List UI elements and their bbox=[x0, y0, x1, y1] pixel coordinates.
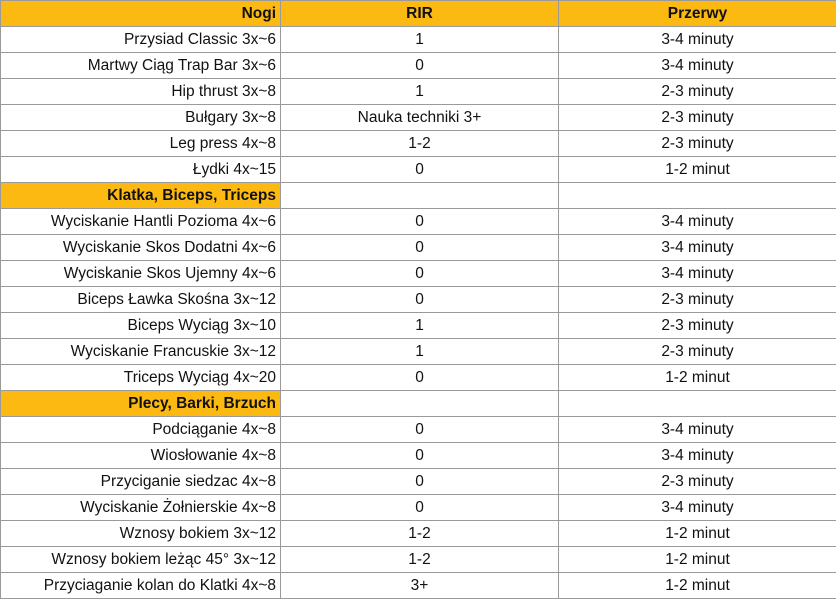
exercise-cell: Przysiad Classic 3x~6 bbox=[1, 27, 281, 53]
section-empty-cell bbox=[281, 391, 559, 417]
rest-cell: 3-4 minuty bbox=[559, 27, 836, 53]
rest-cell: 2-3 minuty bbox=[559, 313, 836, 339]
exercise-cell: Bułgary 3x~8 bbox=[1, 105, 281, 131]
table-row bbox=[1, 469, 836, 495]
rest-cell: 2-3 minuty bbox=[559, 105, 836, 131]
rir-cell: 0 bbox=[281, 495, 559, 521]
exercise-cell: Łydki 4x~15 bbox=[1, 157, 281, 183]
rest-cell: 1-2 minut bbox=[559, 547, 836, 573]
rest-cell: 1-2 minut bbox=[559, 521, 836, 547]
table-row bbox=[1, 287, 836, 313]
table-row bbox=[1, 235, 836, 261]
rir-cell: 0 bbox=[281, 157, 559, 183]
header-rest: Przerwy bbox=[559, 1, 836, 27]
exercise-cell: Hip thrust 3x~8 bbox=[1, 79, 281, 105]
exercise-cell: Wznosy bokiem leżąc 45° 3x~12 bbox=[1, 547, 281, 573]
rir-cell: 0 bbox=[281, 443, 559, 469]
rest-cell: 3-4 minuty bbox=[559, 209, 836, 235]
table-row bbox=[1, 105, 836, 131]
table-row bbox=[1, 209, 836, 235]
header-rir: RIR bbox=[281, 1, 559, 27]
rir-cell: 0 bbox=[281, 469, 559, 495]
table-row bbox=[1, 495, 836, 521]
section-title: Plecy, Barki, Brzuch bbox=[1, 391, 281, 417]
exercise-cell: Triceps Wyciąg 4x~20 bbox=[1, 365, 281, 391]
section-empty-cell bbox=[559, 183, 836, 209]
table-row bbox=[1, 131, 836, 157]
exercise-cell: Wyciskanie Francuskie 3x~12 bbox=[1, 339, 281, 365]
table-row bbox=[1, 547, 836, 573]
exercise-cell: Wyciskanie Skos Ujemny 4x~6 bbox=[1, 261, 281, 287]
rir-cell: 0 bbox=[281, 209, 559, 235]
table-row bbox=[1, 79, 836, 105]
section-header-row bbox=[1, 391, 836, 417]
section-title: Klatka, Biceps, Triceps bbox=[1, 183, 281, 209]
exercise-cell: Martwy Ciąg Trap Bar 3x~6 bbox=[1, 53, 281, 79]
table-row bbox=[1, 339, 836, 365]
rir-cell: 3+ bbox=[281, 573, 559, 599]
rir-cell: 1-2 bbox=[281, 547, 559, 573]
rir-cell: 1-2 bbox=[281, 521, 559, 547]
section-header-row bbox=[1, 183, 836, 209]
table-row bbox=[1, 417, 836, 443]
exercise-cell: Wyciskanie Skos Dodatni 4x~6 bbox=[1, 235, 281, 261]
rest-cell: 3-4 minuty bbox=[559, 443, 836, 469]
rir-cell: 1 bbox=[281, 27, 559, 53]
rest-cell: 2-3 minuty bbox=[559, 131, 836, 157]
exercise-cell: Wyciskanie Hantli Pozioma 4x~6 bbox=[1, 209, 281, 235]
exercise-cell: Biceps Ławka Skośna 3x~12 bbox=[1, 287, 281, 313]
table-row bbox=[1, 365, 836, 391]
rir-cell: 0 bbox=[281, 235, 559, 261]
rir-cell: 1 bbox=[281, 339, 559, 365]
exercise-cell: Wiosłowanie 4x~8 bbox=[1, 443, 281, 469]
rest-cell: 2-3 minuty bbox=[559, 79, 836, 105]
header-row bbox=[1, 1, 836, 27]
exercise-cell: Wznosy bokiem 3x~12 bbox=[1, 521, 281, 547]
rir-cell: 1 bbox=[281, 313, 559, 339]
exercise-cell: Przyciaganie kolan do Klatki 4x~8 bbox=[1, 573, 281, 599]
exercise-cell: Biceps Wyciąg 3x~10 bbox=[1, 313, 281, 339]
table-row bbox=[1, 157, 836, 183]
rest-cell: 3-4 minuty bbox=[559, 261, 836, 287]
table-row bbox=[1, 27, 836, 53]
table-row bbox=[1, 261, 836, 287]
exercise-cell: Podciąganie 4x~8 bbox=[1, 417, 281, 443]
section-empty-cell bbox=[281, 183, 559, 209]
table-row bbox=[1, 313, 836, 339]
exercise-cell: Przyciganie siedzac 4x~8 bbox=[1, 469, 281, 495]
rest-cell: 2-3 minuty bbox=[559, 469, 836, 495]
rest-cell: 3-4 minuty bbox=[559, 53, 836, 79]
rest-cell: 2-3 minuty bbox=[559, 339, 836, 365]
table-row bbox=[1, 443, 836, 469]
rest-cell: 3-4 minuty bbox=[559, 235, 836, 261]
table-row bbox=[1, 573, 836, 599]
table-row bbox=[1, 53, 836, 79]
rest-cell: 1-2 minut bbox=[559, 365, 836, 391]
exercise-cell: Wyciskanie Żołnierskie 4x~8 bbox=[1, 495, 281, 521]
rest-cell: 3-4 minuty bbox=[559, 495, 836, 521]
rest-cell: 1-2 minut bbox=[559, 573, 836, 599]
rest-cell: 2-3 minuty bbox=[559, 287, 836, 313]
rest-cell: 1-2 minut bbox=[559, 157, 836, 183]
rir-cell: 0 bbox=[281, 53, 559, 79]
rir-cell: 1 bbox=[281, 79, 559, 105]
rir-cell: Nauka techniki 3+ bbox=[281, 105, 559, 131]
section-empty-cell bbox=[559, 391, 836, 417]
header-exercise-nogi: Nogi bbox=[1, 1, 281, 27]
rir-cell: 0 bbox=[281, 365, 559, 391]
table-row bbox=[1, 521, 836, 547]
rest-cell: 3-4 minuty bbox=[559, 417, 836, 443]
exercise-cell: Leg press 4x~8 bbox=[1, 131, 281, 157]
rir-cell: 1-2 bbox=[281, 131, 559, 157]
rir-cell: 0 bbox=[281, 261, 559, 287]
rir-cell: 0 bbox=[281, 287, 559, 313]
table-body bbox=[1, 27, 836, 599]
rir-cell: 0 bbox=[281, 417, 559, 443]
